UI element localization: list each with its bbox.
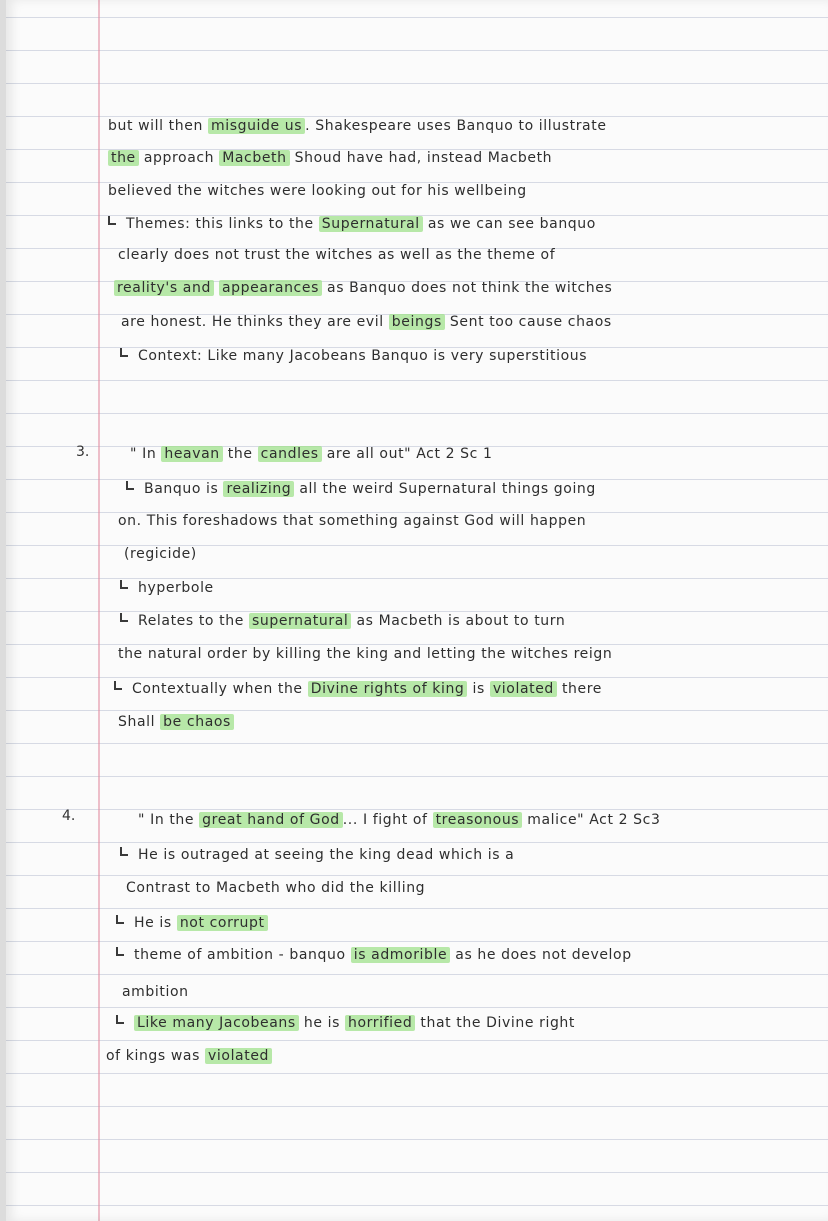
note-text: as we can see banquo: [422, 216, 596, 232]
highlighted-text: Supernatural: [319, 216, 423, 232]
note-line: [106, 1048, 272, 1064]
bullet-arrow-icon: [118, 347, 132, 361]
bullet-arrow-icon: [124, 480, 138, 494]
highlighted-text: Macbeth: [219, 150, 289, 166]
note-line: [118, 612, 565, 629]
note-line: [124, 546, 197, 562]
note-text: Shall: [118, 714, 161, 730]
note-text: ... I fight of: [342, 812, 433, 828]
note-text: on. This foreshadows that something against God will happen: [118, 513, 587, 529]
bullet-arrow-icon: [112, 680, 126, 694]
note-text: . Shakespeare uses Banquo to illustrate: [305, 118, 607, 134]
note-text: malice" Act 2 Sc3: [522, 812, 661, 828]
note-text: He is: [134, 915, 177, 931]
note-text: is: [467, 681, 490, 697]
highlighted-text: realizing: [223, 481, 294, 497]
note-text: Banquo is: [144, 481, 224, 497]
notebook-page: [6, 0, 828, 1221]
highlighted-text: treasonous: [433, 812, 523, 828]
note-line: [118, 846, 514, 863]
note-text: of kings was: [106, 1048, 206, 1064]
highlighted-text: reality's and: [114, 280, 214, 296]
note-text: ambition: [122, 984, 189, 1000]
note-text: approach: [138, 150, 220, 166]
note-line: [118, 513, 586, 529]
bullet-arrow-icon: [118, 846, 132, 860]
note-text: theme of ambition - banquo: [134, 947, 351, 963]
highlighted-text: be chaos: [160, 714, 234, 730]
note-line: [122, 984, 189, 1000]
highlighted-text: Divine rights of king: [308, 681, 468, 697]
note-text: He is outraged at seeing the king dead which is a: [138, 847, 515, 863]
note-text: but will then: [108, 118, 208, 134]
item-number-4: 4.: [62, 808, 76, 824]
highlighted-text: is admorible: [351, 947, 451, 963]
note-text: as Macbeth is about to turn: [351, 613, 566, 629]
note-text: " In the: [138, 812, 200, 828]
highlighted-text: beings: [389, 314, 445, 330]
note-text: Relates to the: [138, 613, 249, 629]
note-line: [118, 714, 234, 730]
highlighted-text: appearances: [219, 280, 322, 296]
note-line: [124, 480, 596, 497]
highlighted-text: great hand of God: [199, 812, 343, 828]
highlighted-text: heavan: [161, 446, 222, 462]
bullet-arrow-icon: [114, 914, 128, 928]
note-text: hyperbole: [138, 580, 214, 596]
bullet-arrow-icon: [118, 612, 132, 626]
note-text: are honest. He thinks they are evil: [121, 314, 389, 330]
note-line: [108, 150, 552, 166]
highlighted-text: supernatural: [249, 613, 351, 629]
note-line: [114, 280, 612, 296]
note-text: the: [222, 446, 258, 462]
note-line: [126, 880, 425, 896]
note-line: [118, 579, 214, 596]
highlighted-text: violated: [205, 1048, 272, 1064]
bullet-arrow-icon: [114, 946, 128, 960]
bullet-arrow-icon: [114, 1014, 128, 1028]
highlighted-text: not corrupt: [177, 915, 268, 931]
note-text: clearly does not trust the witches as well as the theme of: [118, 247, 556, 263]
highlighted-text: horrified: [345, 1015, 415, 1031]
note-line: [121, 314, 612, 330]
note-line: [108, 118, 607, 134]
note-line: [138, 812, 660, 828]
note-text: Context: Like many Jacobeans Banquo is very superstitious: [138, 348, 588, 364]
note-text: Themes: this links to the: [126, 216, 319, 232]
note-text: Sent too cause chaos: [444, 314, 612, 330]
note-text: that the Divine right: [415, 1015, 575, 1031]
highlighted-text: Like many Jacobeans: [134, 1015, 299, 1031]
note-line: [108, 183, 527, 199]
note-text: Contrast to Macbeth who did the killing: [126, 880, 426, 896]
note-text: Contextually when the: [132, 681, 308, 697]
note-line: [112, 680, 602, 697]
note-text: believed the witches were looking out for his wellbeing: [108, 183, 527, 199]
note-text: as Banquo does not think the witches: [321, 280, 613, 296]
highlighted-text: misguide us: [208, 118, 305, 134]
note-line: [114, 946, 632, 963]
note-line: [118, 646, 612, 662]
note-text: are all out" Act 2 Sc 1: [321, 446, 493, 462]
note-text: " In: [130, 446, 162, 462]
note-text: (regicide): [124, 546, 197, 562]
highlighted-text: the: [108, 150, 139, 166]
note-line: [114, 1014, 575, 1031]
note-text: Shoud have had, instead Macbeth: [289, 150, 553, 166]
note-text: he is: [298, 1015, 346, 1031]
highlighted-text: candles: [258, 446, 322, 462]
note-text: the natural order by killing the king and letting the witches reign: [118, 646, 613, 662]
note-line: [106, 215, 596, 232]
bullet-arrow-icon: [118, 579, 132, 593]
note-line: [114, 914, 268, 931]
note-text: as he does not develop: [450, 947, 632, 963]
note-text: there: [556, 681, 603, 697]
item-number-3: 3.: [76, 444, 90, 460]
note-line: [118, 347, 587, 364]
note-line: [118, 247, 555, 263]
note-line: [130, 446, 493, 462]
note-text: all the weird Supernatural things going: [294, 481, 596, 497]
highlighted-text: violated: [490, 681, 557, 697]
bullet-arrow-icon: [106, 215, 120, 229]
